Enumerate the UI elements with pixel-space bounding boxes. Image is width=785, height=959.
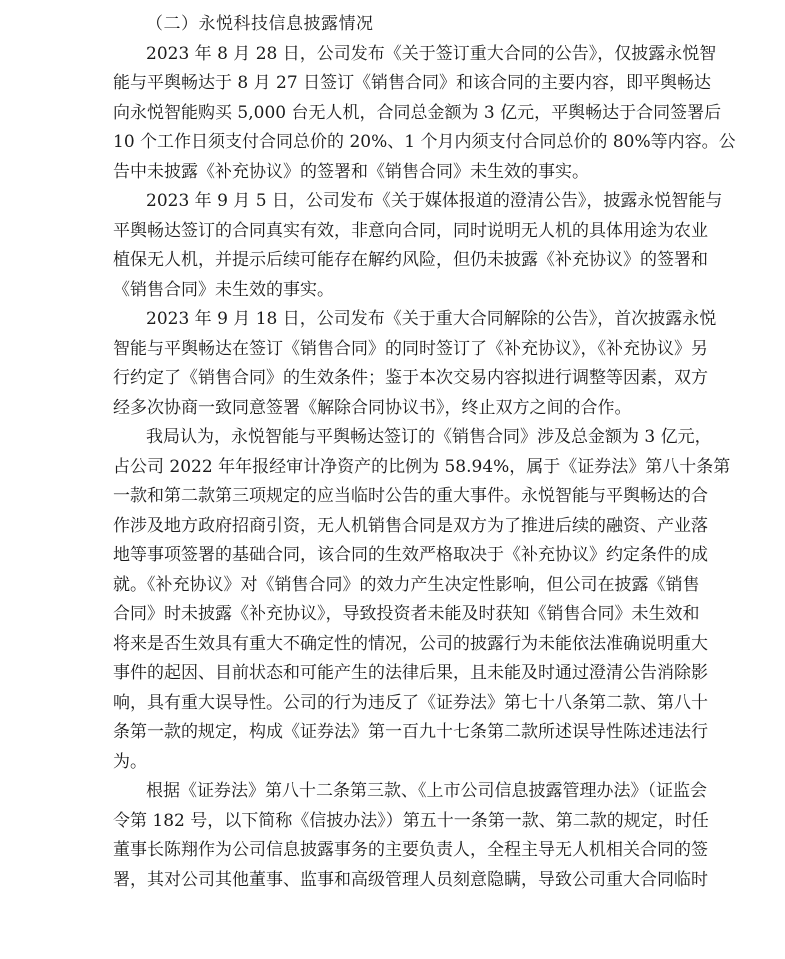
- paragraph-line: 2023 年 8 月 28 日，公司发布《关于签订重大合同的公告》，仅披露永悦智: [146, 43, 717, 64]
- paragraph-line: 一款和第二款第三项规定的应当临时公告的重大事件。永悦智能与平舆畅达的合: [113, 486, 708, 506]
- paragraph-line: 根据《证券法》第八十二条第三款、《上市公司信息披露管理办法》（证监会: [146, 781, 707, 801]
- paragraph-line: 10 个工作日须支付合同总价的 20%、1 个月内须支付合同总价的 80%等内容。公: [113, 132, 736, 152]
- paragraph-line: 为。: [113, 751, 147, 772]
- section-heading: （二）永悦科技信息披露情况: [146, 14, 374, 34]
- paragraph-line: 董事长陈翔作为公司信息披露事务的主要负责人，全程主导无人机相关合同的签: [113, 840, 708, 860]
- paragraph-line: 响，具有重大误导性。公司的行为违反了《证券法》第七十八条第二款、第八十: [113, 692, 708, 713]
- paragraph-line: 条第一款的规定，构成《证券法》第一百九十七条第二款所述误导性陈述违法行: [113, 722, 708, 742]
- paragraph-line: 作涉及地方政府招商引资，无人机销售合同是双方为了推进后续的融资、产业落: [113, 515, 708, 536]
- paragraph-line: 将来是否生效具有重大不确定性的情况，公司的披露行为未能依法准确说明重大: [113, 633, 708, 654]
- paragraph-line: 平舆畅达签订的合同真实有效，非意向合同，同时说明无人机的具体用途为农业: [113, 220, 708, 241]
- paragraph-line: 地等事项签署的基础合同，该合同的生效严格取决于《补充协议》约定条件的成: [113, 545, 708, 565]
- document-page: [113, 10, 736, 895]
- paragraph-line: 署，其对公司其他董事、监事和高级管理人员刻意隐瞒，导致公司重大合同临时: [113, 869, 708, 890]
- paragraph-line: 事件的起因、目前状态和可能产生的法律后果，且未能及时通过澄清公告消除影: [113, 663, 708, 683]
- paragraph-line: 占公司 2022 年年报经审计净资产的比例为 58.94%，属于《证券法》第八十条第: [113, 456, 731, 477]
- paragraph-aug-28-announcement: [113, 40, 736, 188]
- paragraph-line: 行约定了《销售合同》的生效条件；鉴于本次交易内容拟进行调整等因素，双方: [113, 368, 708, 388]
- paragraph-legal-basis: [113, 777, 709, 895]
- paragraph-line: 告中未披露《补充协议》的签署和《销售合同》未生效的事实。: [113, 161, 589, 182]
- paragraph-line: 《销售合同》未生效的事实。: [113, 279, 334, 300]
- paragraph-line: 令第 182 号，以下简称《信披办法》）第五十一条第一款、第二款的规定，时任: [113, 810, 709, 831]
- paragraph-bureau-finding: [113, 423, 731, 777]
- paragraph-line: 就。《补充协议》对《销售合同》的效力产生决定性影响，但公司在披露《销售: [113, 574, 700, 595]
- paragraph-line: 2023 年 9 月 5 日，公司发布《关于媒体报道的澄清公告》，披露永悦智能与: [146, 191, 723, 211]
- paragraph-line: 能与平舆畅达于 8 月 27 日签订《销售合同》和该合同的主要内容，即平舆畅达: [113, 73, 712, 93]
- paragraph-line: 向永悦智能购买 5,000 台无人机，合同总金额为 3 亿元，平舆畅达于合同签署后: [113, 102, 722, 123]
- paragraph-line: 智能与平舆畅达在签订《销售合同》的同时签订了《补充协议》，《补充协议》另: [113, 338, 708, 359]
- paragraph-line: 植保无人机，并提示后续可能存在解约风险，但仍未披露《补充协议》的签署和: [113, 250, 708, 270]
- paragraph-line: 2023 年 9 月 18 日，公司发布《关于重大合同解除的公告》，首次披露永悦: [146, 309, 717, 329]
- paragraph-line: 我局认为，永悦智能与平舆畅达签订的《销售合同》涉及总金额为 3 亿元，: [146, 427, 712, 447]
- paragraph-sep-5-clarification: [113, 187, 723, 305]
- paragraph-sep-18-termination: [113, 305, 717, 423]
- paragraph-line: 经多次协商一致同意签署《解除合同协议书》，终止双方之间的合作。: [113, 397, 632, 418]
- paragraph-line: 合同》时未披露《补充协议》，导致投资者未能及时获知《销售合同》未生效和: [113, 604, 700, 624]
